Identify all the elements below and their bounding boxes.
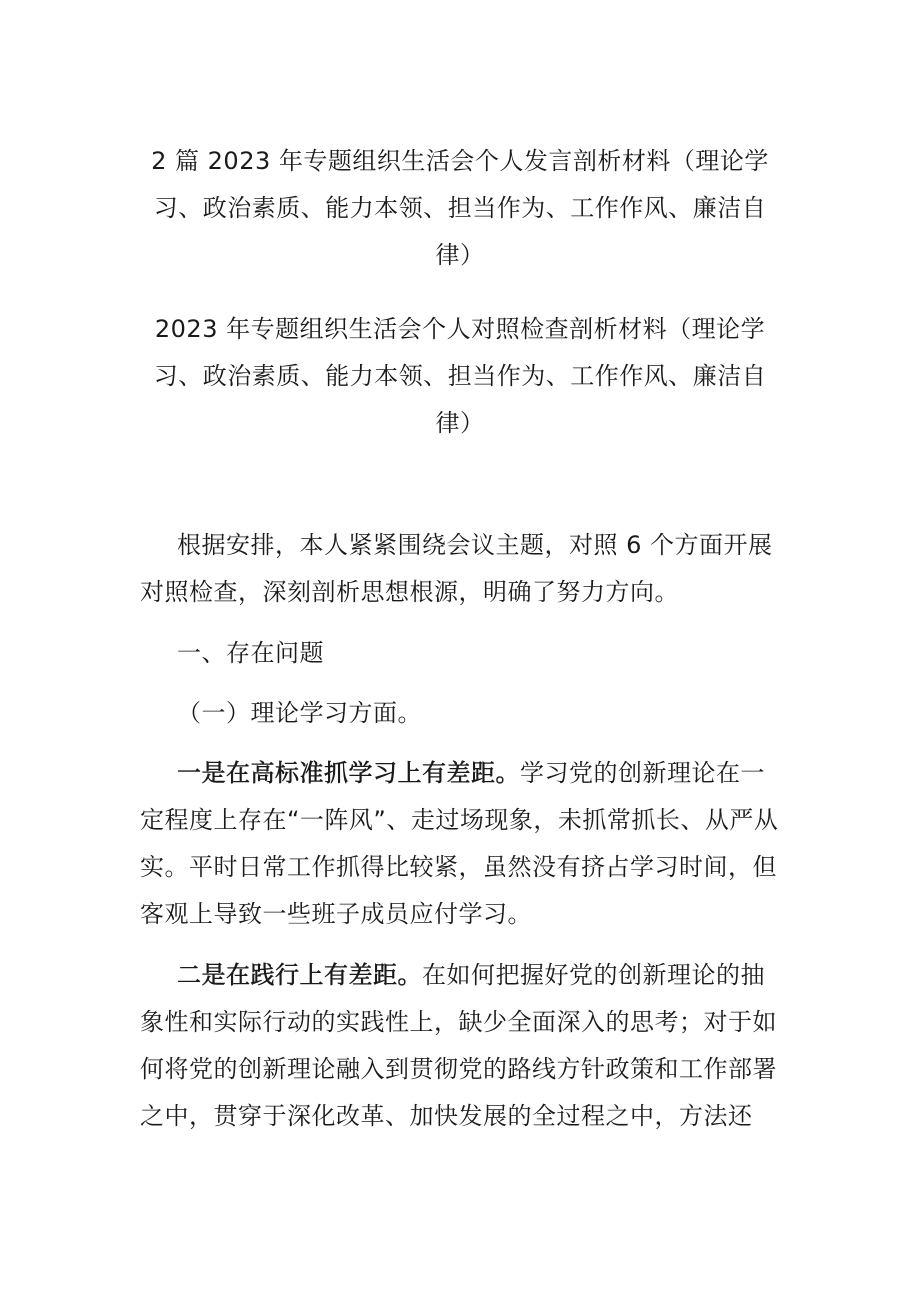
paragraph-1 xyxy=(140,750,785,938)
section-heading: 一、存在问题 xyxy=(177,639,324,667)
paragraph-2-lead: 二是在践行上有差距。 xyxy=(177,961,422,989)
paragraph-1-lead: 一是在高标准抓学习上有差距。 xyxy=(177,759,520,787)
paragraph-2 xyxy=(140,952,785,1140)
document-title-1: 2 篇 2023 年专题组织生活会个人发言剖析材料（理论学习、政治素质、能力本领、担当作为、工作作风、廉洁自律） xyxy=(151,147,769,269)
paragraph-1-text: 学习党的创新理论在一定程度上存在“一阵风”、走过场现象，未抓常抓长、从严从实。平时日常工作抓得比较紧，虽然没有挤占学习时间，但客观上导致一些班子成员应付学习。 xyxy=(140,759,779,928)
document-title-2: 2023 年专题组织生活会个人对照检查剖析材料（理论学习、政治素质、能力本领、担当作为、工作作风、廉洁自律） xyxy=(153,315,767,437)
paragraph-2-text: 在如何把握好党的创新理论的抽象性和实际行动的实践性上，缺少全面深入的思考；对于如何将党的创新理论融入到贯彻党的路线方针政策和工作部署之中，贯穿于深化改革、加快发展的全过程之中，方法还 xyxy=(140,961,777,1130)
intro-paragraph: 根据安排，本人紧紧围绕会议主题，对照 6 个方面开展对照检查，深刻剖析思想根源，明确了努力方向。 xyxy=(140,531,773,606)
subsection-heading: （一）理论学习方面。 xyxy=(177,699,422,727)
